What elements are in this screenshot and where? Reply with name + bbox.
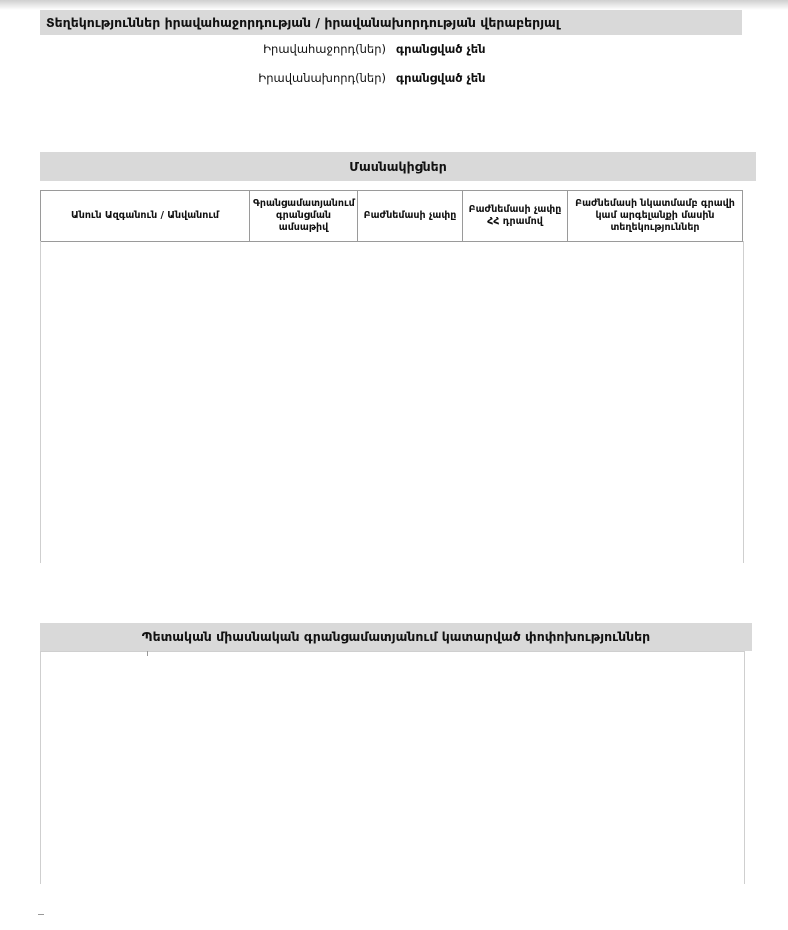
column-header-share-amd: Բաժնեմասի չափը ՀՀ դրամով (463, 191, 568, 242)
predecessors-label: Իրավանախորդ(ներ) (258, 71, 386, 85)
participants-header-row (41, 191, 743, 242)
top-shadow (0, 0, 788, 10)
changes-body (40, 651, 745, 884)
participants-table (40, 190, 743, 242)
changes-section-header: Պետական միասնական գրանցամատյանում կատարված փոփոխություններ (40, 623, 752, 651)
edge-tick (147, 651, 148, 656)
predecessors-value: գրանցված չեն (396, 71, 486, 85)
heirs-section-header: Տեղեկություններ իրավահաջորդության / իրավանախորդության վերաբերյալ (40, 10, 742, 35)
heirs-value: գրանցված չեն (396, 42, 486, 56)
heirs-label: Իրավահաջորդ(ներ) (263, 42, 386, 56)
column-header-share-size: Բաժնեմասի չափը (358, 191, 463, 242)
column-header-registration-date: Գրանցամատյանում գրանցման ամսաթիվ (250, 191, 358, 242)
column-header-pledge-info: Բաժնեմասի նկատմամբ գրավի կամ արգելանքի մասին տեղեկություններ (568, 191, 743, 242)
page-mark (38, 914, 44, 915)
participants-table-body (40, 241, 744, 563)
column-header-name: Անուն Ազգանուն / Անվանում (41, 191, 250, 242)
participants-section-header: Մասնակիցներ (40, 152, 756, 181)
